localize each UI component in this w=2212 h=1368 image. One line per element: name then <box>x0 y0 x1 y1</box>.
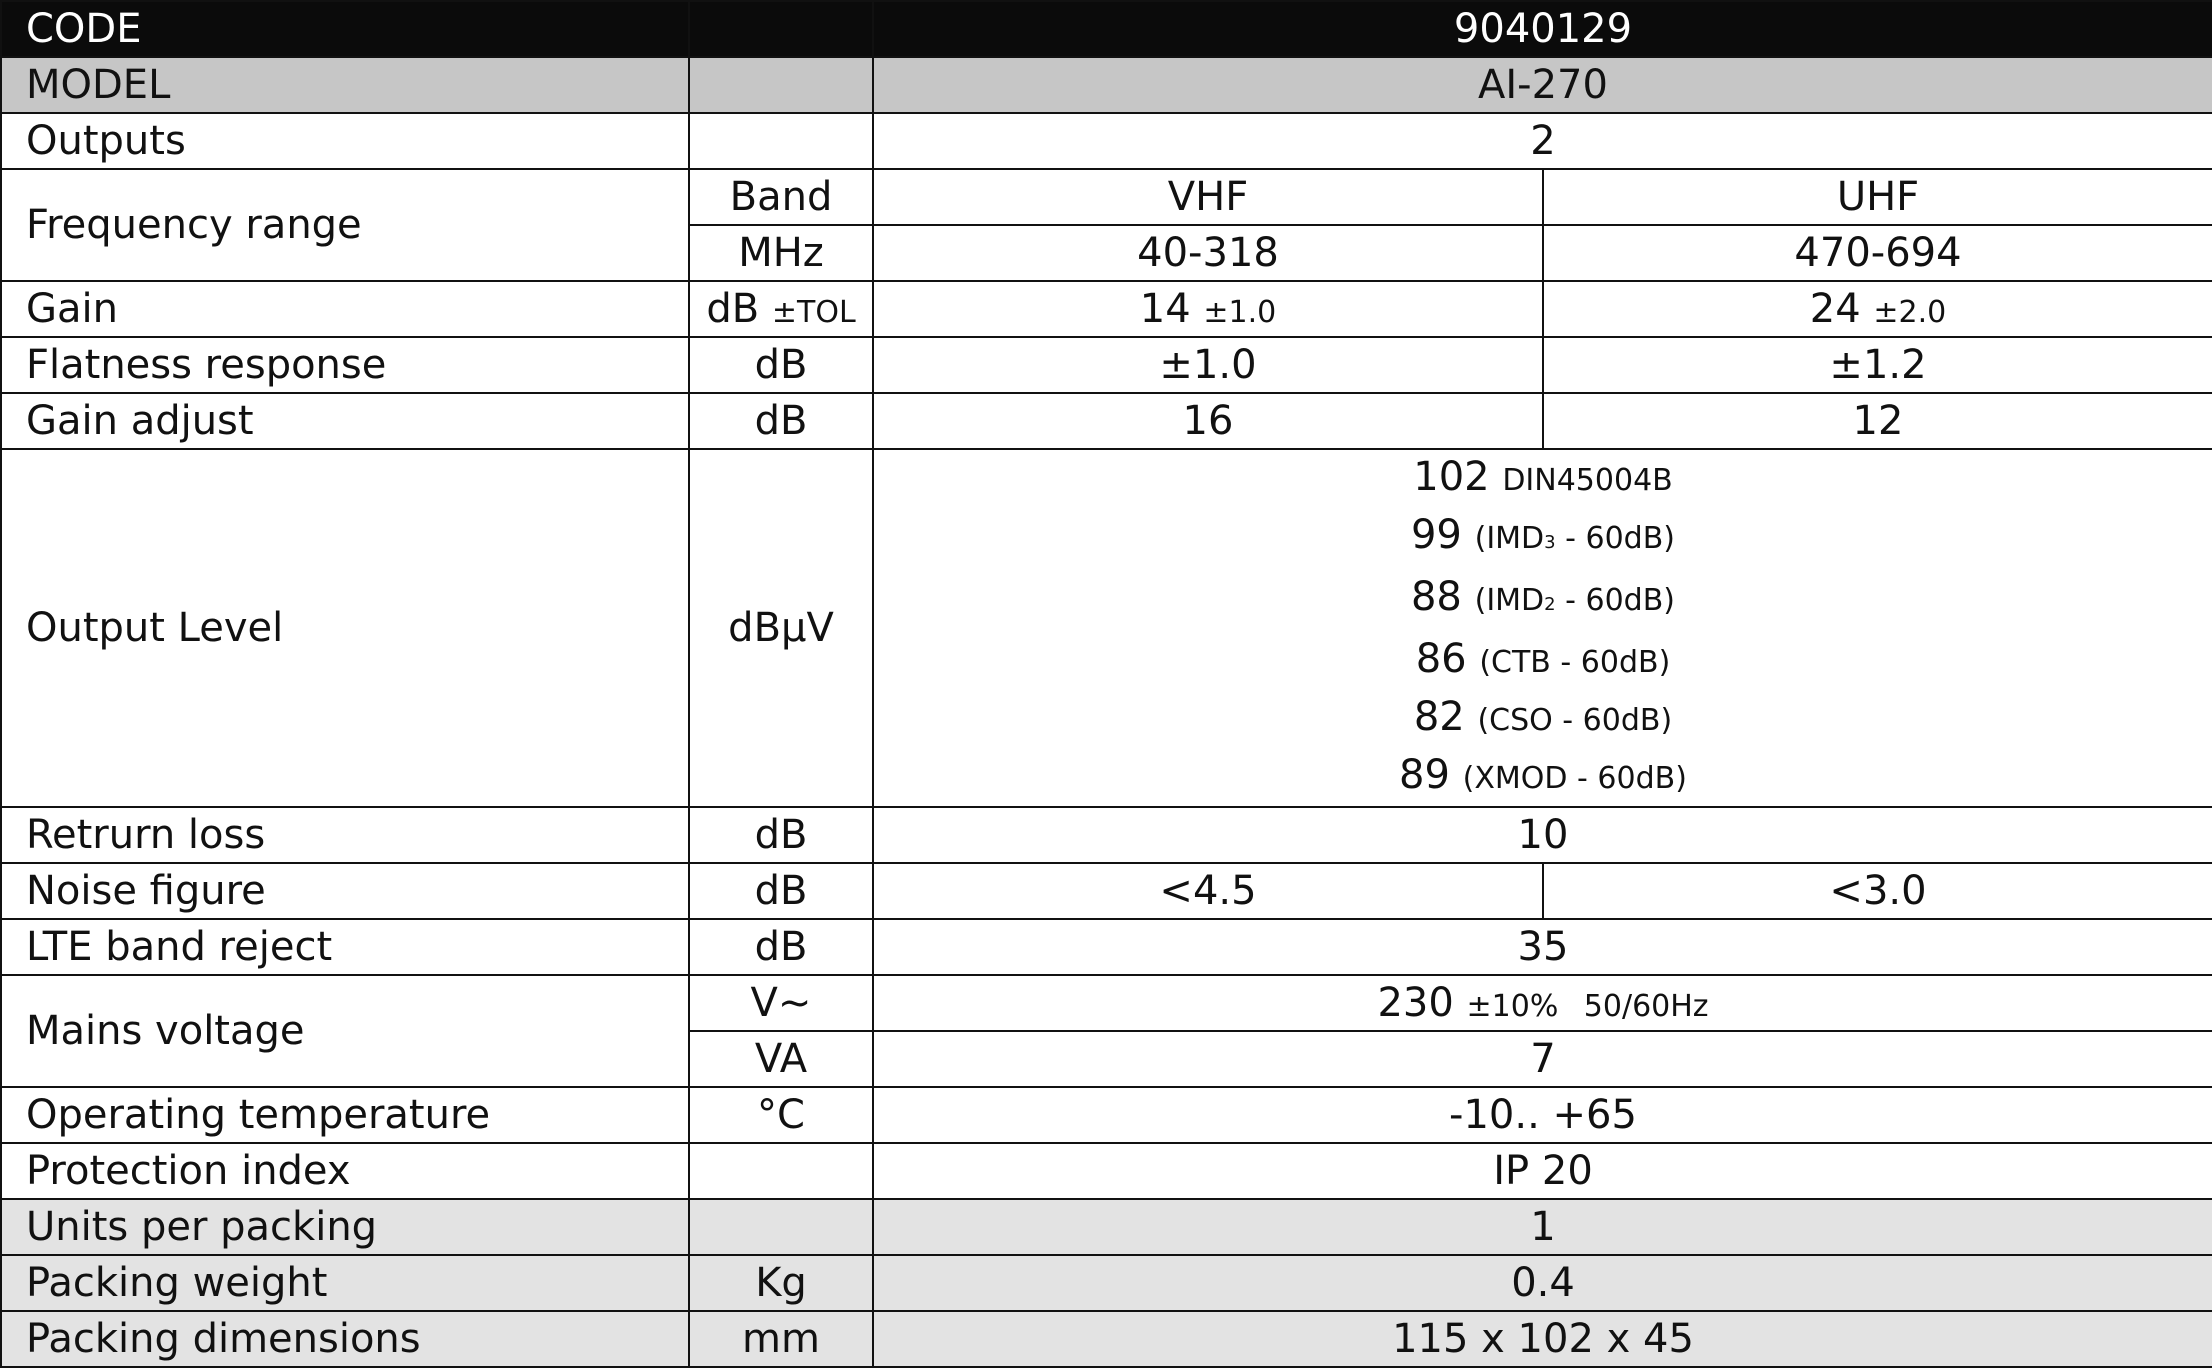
model-label: MODEL <box>1 57 689 113</box>
mains-v-freq: 50/60Hz <box>1583 989 1709 1024</box>
noise-figure-vhf: <4.5 <box>873 863 1543 919</box>
gain-vhf: 14 <box>1139 286 1191 332</box>
frequency-label: Frequency range <box>1 169 689 281</box>
packing-dimensions-row <box>1 1311 2212 1367</box>
outputs-label: Outputs <box>1 113 689 169</box>
flatness-label: Flatness response <box>1 337 689 393</box>
frequency-vhf-band: VHF <box>873 169 1543 225</box>
output-level-note <box>1475 583 1675 618</box>
output-level-note: (CSO - 60dB) <box>1477 703 1673 738</box>
gain-adjust-uhf: 12 <box>1543 393 2212 449</box>
gain-adjust-label: Gain adjust <box>1 393 689 449</box>
frequency-band-unit: Band <box>689 169 873 225</box>
lte-label: LTE band reject <box>1 919 689 975</box>
code-unit-cell <box>689 1 873 57</box>
mains-va-value: 7 <box>873 1031 2212 1087</box>
code-label: CODE <box>1 1 689 57</box>
output-level-label: Output Level <box>1 449 689 807</box>
output-level-note: DIN45004B <box>1502 463 1673 498</box>
units-packing-row <box>1 1199 2212 1255</box>
gain-adjust-vhf: 16 <box>873 393 1543 449</box>
output-level-note-text: (IMD <box>1474 583 1545 618</box>
protection-value: IP 20 <box>873 1143 2212 1199</box>
output-level-value: 88 <box>1410 574 1462 620</box>
output-level-note-text: (IMD <box>1474 521 1545 556</box>
code-row <box>1 1 2212 57</box>
output-level-value: 89 <box>1399 752 1450 798</box>
noise-figure-row <box>1 863 2212 919</box>
gain-uhf-cell <box>1543 281 2212 337</box>
gain-unit-tol: ±TOL <box>771 295 856 330</box>
mains-label: Mains voltage <box>1 975 689 1087</box>
flatness-uhf: ±1.2 <box>1543 337 2212 393</box>
output-level-line <box>874 508 2212 570</box>
return-loss-unit: dB <box>689 807 873 863</box>
gain-adjust-row <box>1 393 2212 449</box>
mains-v-unit: V~ <box>689 975 873 1031</box>
output-level-subscript: 3 <box>1544 532 1556 553</box>
output-level-value: 99 <box>1410 512 1462 558</box>
frequency-mhz-unit: MHz <box>689 225 873 281</box>
gain-uhf-tol: ±2.0 <box>1873 295 1947 330</box>
noise-figure-uhf: <3.0 <box>1543 863 2212 919</box>
noise-figure-label: Noise figure <box>1 863 689 919</box>
packing-weight-value: 0.4 <box>873 1255 2212 1311</box>
frequency-uhf-band: UHF <box>1543 169 2212 225</box>
model-unit-cell <box>689 57 873 113</box>
noise-figure-unit: dB <box>689 863 873 919</box>
output-level-value: 82 <box>1413 694 1465 740</box>
frequency-uhf-range: 470-694 <box>1543 225 2212 281</box>
mains-voltage-row <box>1 975 2212 1031</box>
output-level-note: (CTB - 60dB) <box>1479 645 1671 680</box>
output-level-line <box>874 570 2212 632</box>
operating-temp-label: Operating temperature <box>1 1087 689 1143</box>
output-level-row <box>1 449 2212 807</box>
return-loss-label: Retrurn loss <box>1 807 689 863</box>
output-level-line <box>874 748 2212 806</box>
lte-unit: dB <box>689 919 873 975</box>
flatness-unit: dB <box>689 337 873 393</box>
packing-dimensions-value: 115 x 102 x 45 <box>873 1311 2212 1367</box>
gain-vhf-tol: ±1.0 <box>1203 295 1277 330</box>
operating-temp-unit: °C <box>689 1087 873 1143</box>
operating-temp-row <box>1 1087 2212 1143</box>
protection-row <box>1 1143 2212 1199</box>
gain-unit: dB <box>706 286 760 332</box>
outputs-unit-cell <box>689 113 873 169</box>
output-level-note: (XMOD - 60dB) <box>1462 761 1687 796</box>
output-level-note-text: - 60dB) <box>1555 521 1676 556</box>
units-packing-unit-cell <box>689 1199 873 1255</box>
output-level-subscript: 2 <box>1544 594 1556 615</box>
lte-row <box>1 919 2212 975</box>
outputs-row <box>1 113 2212 169</box>
model-value: AI-270 <box>873 57 2212 113</box>
gain-vhf-cell <box>873 281 1543 337</box>
mains-va-unit: VA <box>689 1031 873 1087</box>
packing-dimensions-label: Packing dimensions <box>1 1311 689 1367</box>
output-level-note <box>1475 521 1675 556</box>
mains-v-tol: ±10% <box>1466 989 1559 1024</box>
operating-temp-value: -10.. +65 <box>873 1087 2212 1143</box>
output-level-value: 86 <box>1415 636 1467 682</box>
output-level-values <box>873 449 2212 807</box>
mains-v-value: 230 <box>1377 980 1454 1026</box>
units-packing-label: Units per packing <box>1 1199 689 1255</box>
packing-weight-row <box>1 1255 2212 1311</box>
mains-v-cell <box>873 975 2212 1031</box>
model-row <box>1 57 2212 113</box>
output-level-note-text: - 60dB) <box>1555 583 1676 618</box>
frequency-band-row <box>1 169 2212 225</box>
lte-value: 35 <box>873 919 2212 975</box>
output-level-line <box>874 450 2212 508</box>
frequency-vhf-range: 40-318 <box>873 225 1543 281</box>
gain-unit-cell <box>689 281 873 337</box>
return-loss-value: 10 <box>873 807 2212 863</box>
gain-label: Gain <box>1 281 689 337</box>
flatness-vhf: ±1.0 <box>873 337 1543 393</box>
packing-weight-label: Packing weight <box>1 1255 689 1311</box>
outputs-value: 2 <box>873 113 2212 169</box>
packing-dimensions-unit: mm <box>689 1311 873 1367</box>
gain-adjust-unit: dB <box>689 393 873 449</box>
protection-unit-cell <box>689 1143 873 1199</box>
output-level-line <box>874 632 2212 690</box>
output-level-line <box>874 690 2212 748</box>
return-loss-row <box>1 807 2212 863</box>
code-value: 9040129 <box>873 1 2212 57</box>
output-level-value: 102 <box>1413 454 1490 500</box>
gain-uhf: 24 <box>1809 286 1861 332</box>
gain-row <box>1 281 2212 337</box>
protection-label: Protection index <box>1 1143 689 1199</box>
packing-weight-unit: Kg <box>689 1255 873 1311</box>
units-packing-value: 1 <box>873 1199 2212 1255</box>
flatness-row <box>1 337 2212 393</box>
output-level-unit: dBµV <box>689 449 873 807</box>
